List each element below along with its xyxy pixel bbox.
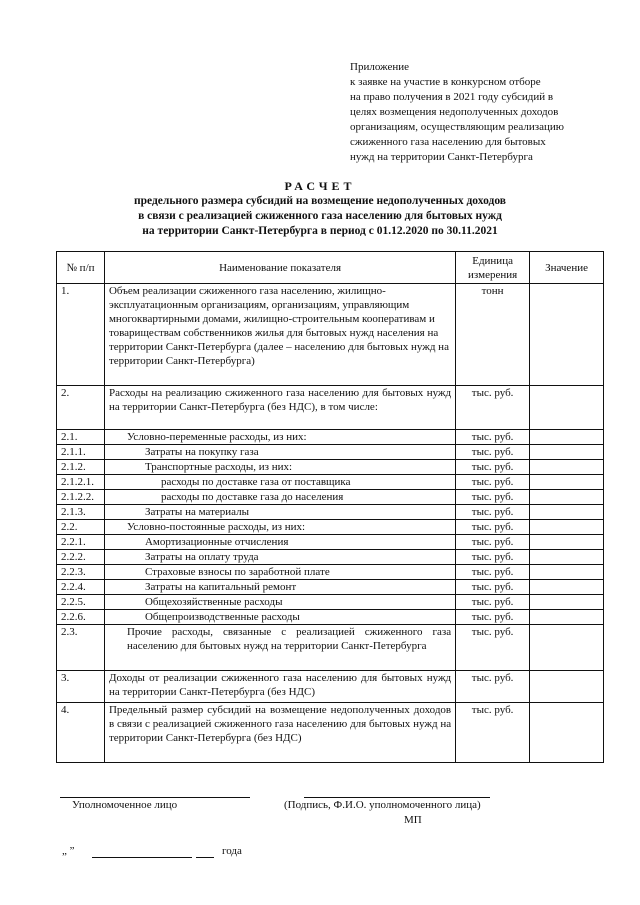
row-unit: тыс. руб. (456, 565, 530, 580)
row-unit: тыс. руб. (456, 505, 530, 520)
row-value (530, 535, 604, 550)
row-unit: тыс. руб. (456, 460, 530, 475)
table-row (57, 703, 604, 763)
appendix-line: сжиженного газа населению для бытовых (350, 136, 546, 148)
row-name: Страховые взносы по заработной плате (104, 565, 455, 580)
row-value (530, 671, 604, 703)
table-header-row (57, 252, 604, 284)
row-num: 4. (57, 703, 105, 763)
title-heading: РАСЧЕТ (284, 179, 356, 193)
row-value (530, 580, 604, 595)
row-name: Расходы на реализацию сжиженного газа населению для бытовых нужд на территории Санкт-Петербурга (без НДС), в том числе: (104, 386, 455, 430)
row-name: Затраты на покупку газа (104, 445, 455, 460)
appendix-block (350, 60, 630, 165)
appendix-line: целях возмещения недополученных доходов (350, 106, 559, 118)
row-name: Предельный размер субсидий на возмещение недополученных доходов в связи с реализацией сжиженного газа населению для бытовых нужд на территории Санкт-Петербурга (без НДС) (104, 703, 455, 763)
row-value (530, 550, 604, 565)
table-row (57, 445, 604, 460)
row-num: 2.2.5. (57, 595, 105, 610)
row-unit: тыс. руб. (456, 520, 530, 535)
row-num: 2.1.1. (57, 445, 105, 460)
table-row (57, 430, 604, 445)
row-value (530, 475, 604, 490)
row-unit: тыс. руб. (456, 580, 530, 595)
row-unit: тыс. руб. (456, 703, 530, 763)
title-line: на территории Санкт-Петербурга в период с 01.12.2020 по 30.11.2021 (142, 225, 498, 237)
row-unit: тыс. руб. (456, 445, 530, 460)
table-row (57, 610, 604, 625)
table-row (57, 520, 604, 535)
date-quotes: „ ” (62, 845, 75, 857)
row-unit: тыс. руб. (456, 490, 530, 505)
row-value (530, 460, 604, 475)
row-num: 2.1. (57, 430, 105, 445)
row-num: 2.2. (57, 520, 105, 535)
row-num: 2.2.2. (57, 550, 105, 565)
table-row (57, 386, 604, 430)
header-name: Наименование показателя (104, 252, 455, 284)
table-row (57, 505, 604, 520)
row-num: 2.2.4. (57, 580, 105, 595)
row-name: Общехозяйственные расходы (104, 595, 455, 610)
table-row (57, 460, 604, 475)
row-num: 2.3. (57, 625, 105, 671)
row-num: 2. (57, 386, 105, 430)
row-unit: тыс. руб. (456, 430, 530, 445)
table-row (57, 625, 604, 671)
row-unit: тыс. руб. (456, 671, 530, 703)
row-value (530, 430, 604, 445)
row-value (530, 445, 604, 460)
calculation-table (56, 251, 604, 763)
row-num: 2.2.3. (57, 565, 105, 580)
title-line: в связи с реализацией сжиженного газа населению для бытовых нужд (138, 210, 502, 222)
row-num: 2.1.2. (57, 460, 105, 475)
row-name: Затраты на оплату труда (104, 550, 455, 565)
table-row (57, 671, 604, 703)
row-unit: тыс. руб. (456, 595, 530, 610)
row-name: расходы по доставке газа от поставщика (104, 475, 455, 490)
table-row (57, 565, 604, 580)
header-unit: Единица измерения (456, 252, 530, 284)
row-name: Прочие расходы, связанные с реализацией сжиженного газа населению для бытовых нужд на территории Санкт-Петербурга (104, 625, 455, 671)
signature-line-right (304, 797, 490, 798)
row-value (530, 490, 604, 505)
row-num: 2.1.3. (57, 505, 105, 520)
row-name: Общепроизводственные расходы (104, 610, 455, 625)
row-num: 1. (57, 284, 105, 386)
row-name: Доходы от реализации сжиженного газа населению для бытовых нужд на территории Санкт-Петербурга (без НДС) (104, 671, 455, 703)
row-unit: тыс. руб. (456, 475, 530, 490)
date-year-label: года (222, 845, 242, 857)
row-unit: тыс. руб. (456, 625, 530, 671)
row-num: 2.1.2.2. (57, 490, 105, 505)
appendix-line: Приложение (350, 61, 410, 73)
table-row (57, 550, 604, 565)
row-unit: тыс. руб. (456, 550, 530, 565)
row-value (530, 386, 604, 430)
date-month-line (92, 857, 192, 858)
row-name: Затраты на материалы (104, 505, 455, 520)
table-row (57, 490, 604, 505)
stamp-label: МП (404, 814, 422, 826)
row-unit: тыс. руб. (456, 535, 530, 550)
appendix-line: на право получения в 2021 году субсидий в (350, 91, 554, 103)
authorized-person-label: Уполномоченное лицо (72, 799, 178, 811)
row-unit: тыс. руб. (456, 610, 530, 625)
row-name: Условно-переменные расходы, из них: (104, 430, 455, 445)
row-unit: тонн (456, 284, 530, 386)
appendix-line: нужд на территории Санкт-Петербурга (350, 151, 533, 163)
row-name: Амортизационные отчисления (104, 535, 455, 550)
table-row (57, 535, 604, 550)
appendix-line: к заявке на участие в конкурсном отборе (350, 76, 541, 88)
table-row (57, 580, 604, 595)
row-value (530, 703, 604, 763)
signature-caption: (Подпись, Ф.И.О. уполномоченного лица) (284, 799, 481, 811)
row-value (530, 284, 604, 386)
row-value (530, 520, 604, 535)
row-value (530, 625, 604, 671)
row-value (530, 595, 604, 610)
date-year-line (196, 857, 214, 858)
row-name: Условно-постоянные расходы, из них: (104, 520, 455, 535)
row-num: 3. (57, 671, 105, 703)
appendix-line: организациям, осуществляющим реализацию (350, 121, 564, 133)
table-row (57, 475, 604, 490)
row-name: Транспортные расходы, из них: (104, 460, 455, 475)
row-unit: тыс. руб. (456, 386, 530, 430)
row-num: 2.2.6. (57, 610, 105, 625)
row-name: Объем реализации сжиженного газа населению, жилищно-эксплуатационным организациям, организациям, управляющим многоквартирными домами, жилищно-строительным кооперативам и товариществам собственников жилья для бытовых нужд населения на территории Санкт-Петербурга (далее – населению для бытовых нужд на территории Санкт-Петербурга) (104, 284, 455, 386)
row-num: 2.1.2.1. (57, 475, 105, 490)
row-num: 2.2.1. (57, 535, 105, 550)
document-title (0, 178, 640, 239)
signature-line-left (60, 797, 250, 798)
row-name: Затраты на капитальный ремонт (104, 580, 455, 595)
table-row (57, 284, 604, 386)
row-name: расходы по доставке газа до населения (104, 490, 455, 505)
row-value (530, 565, 604, 580)
row-value (530, 610, 604, 625)
row-value (530, 505, 604, 520)
title-line: предельного размера субсидий на возмещение недополученных доходов (134, 195, 506, 207)
header-value: Значение (530, 252, 604, 284)
table-row (57, 595, 604, 610)
header-num: № п/п (57, 252, 105, 284)
